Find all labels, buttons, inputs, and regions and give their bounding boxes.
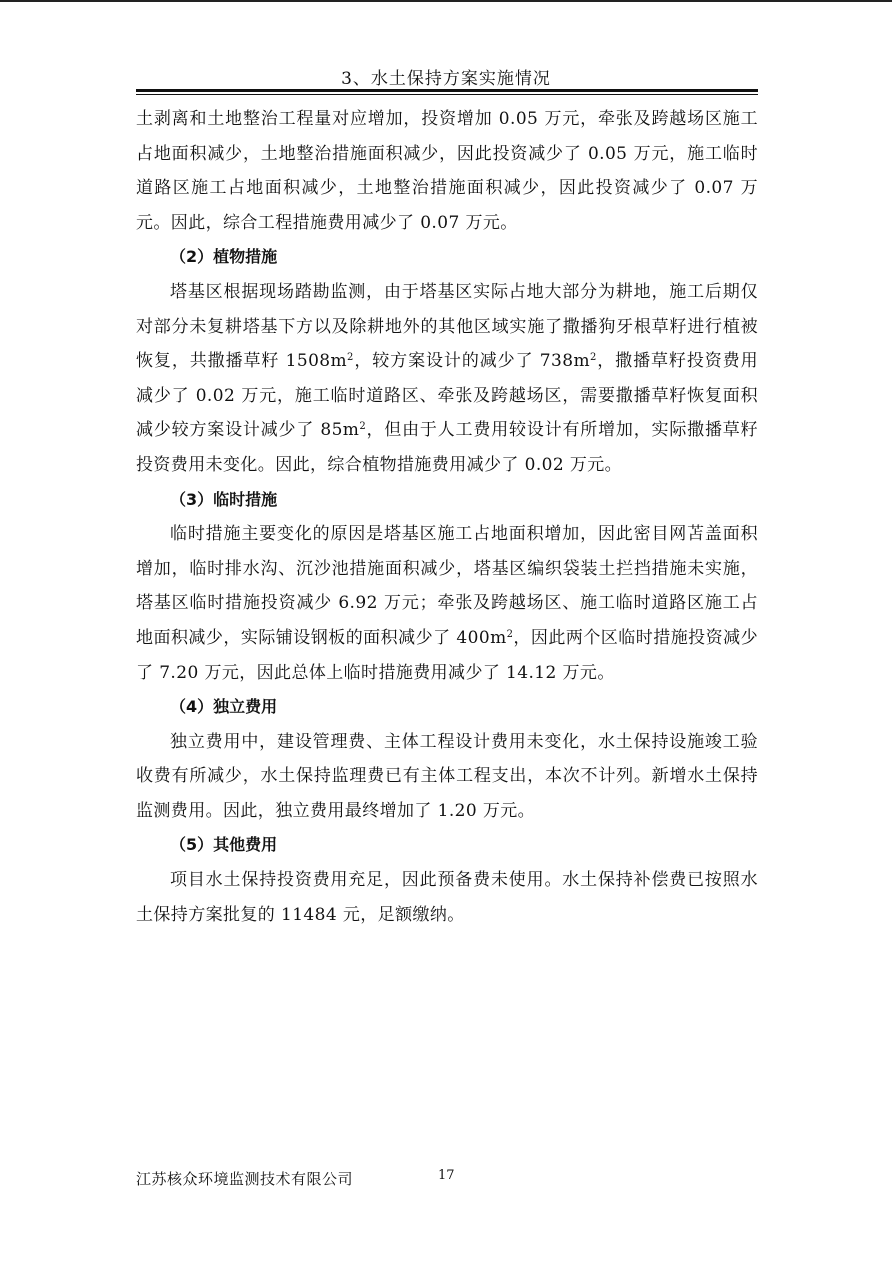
text-segment: 临时措施主要变化的原因是塔基区施工占地面积增加，因此密目网苫盖面积增加，临时排水沟、沉沙池措施面积减少，塔基区编织袋装土拦挡措施未实施，塔基区临时措施投资减少 6.92 万元；牵张及跨越场区、施工临时道路区施工占地面积减少，实际铺设钢板的面积减少了 400m: [136, 524, 758, 648]
text-segment: ，撒播草籽投资费用减少了 0.02 万元，施工临时道路区、牵张及跨越场区，需要撒播草籽恢复面积减少较方案设计减少了 85m: [136, 351, 758, 441]
superscript: 2: [589, 352, 597, 364]
superscript: 2: [359, 421, 367, 433]
superscript: 2: [347, 352, 354, 364]
paragraph-plant-measures: [136, 275, 758, 483]
heading-temporary-measures: （3）临时措施: [170, 489, 278, 509]
heading-other-costs: （5）其他费用: [170, 835, 278, 855]
superscript: 2: [506, 628, 514, 640]
paragraph-other-costs: 项目水土保持投资费用充足，因此预备费未使用。水土保持补偿费已按照水土保持方案批复的 11484 元，足额缴纳。: [136, 870, 758, 925]
text-segment: ，但由于人工费用较设计有所增加，实际撒播草籽投资费用未变化。因此，综合植物措施费用减少了 0.02 万元。: [136, 420, 758, 475]
header-rule: [136, 89, 758, 92]
paragraph-temporary-measures: [136, 517, 758, 690]
document-body: [136, 102, 758, 932]
text-segment: ，因此两个区临时措施投资减少了 7.20 万元，因此总体上临时措施费用减少了 14.12 万元。: [136, 627, 758, 683]
paragraph-independent-costs: 独立费用中，建设管理费、主体工程设计费用未变化，水土保持设施竣工验收费有所减少，水土保持监理费已有主体工程支出，本次不计列。新增水土保持监测费用。因此，独立费用最终增加了 1.20 万元。: [136, 731, 758, 821]
heading-independent-costs: （4）独立费用: [170, 697, 278, 717]
text-segment: 塔基区根据现场踏勘监测，由于塔基区实际占地大部分为耕地，施工后期仅对部分未复耕塔基下方以及除耕地外的其他区域实施了撒播狗牙根草籽进行植被恢复，共撒播草籽 1508m: [136, 281, 758, 372]
page-number: 17: [438, 1168, 455, 1183]
text-segment: ，较方案设计的减少了 738m: [353, 351, 590, 372]
heading-plant-measures: （2）植物措施: [170, 247, 278, 267]
section-header-title: 3、水土保持方案实施情况: [341, 69, 551, 89]
paragraph-engineering-summary: 土剥离和土地整治工程量对应增加，投资增加 0.05 万元，牵张及跨越场区施工占地面积减少，土地整治措施面积减少，因此投资减少了 0.05 万元，施工临时道路区施工占地面积减少，土地整治措施面积减少，因此投资减少了 0.07 万元。因此，综合工程措施费用减少了 0.07 万元。: [136, 109, 758, 233]
page-top-border: [0, 0, 892, 2]
header-rule-thin: [136, 94, 758, 95]
footer-company-name: 江苏核众环境监测技术有限公司: [136, 1170, 354, 1188]
